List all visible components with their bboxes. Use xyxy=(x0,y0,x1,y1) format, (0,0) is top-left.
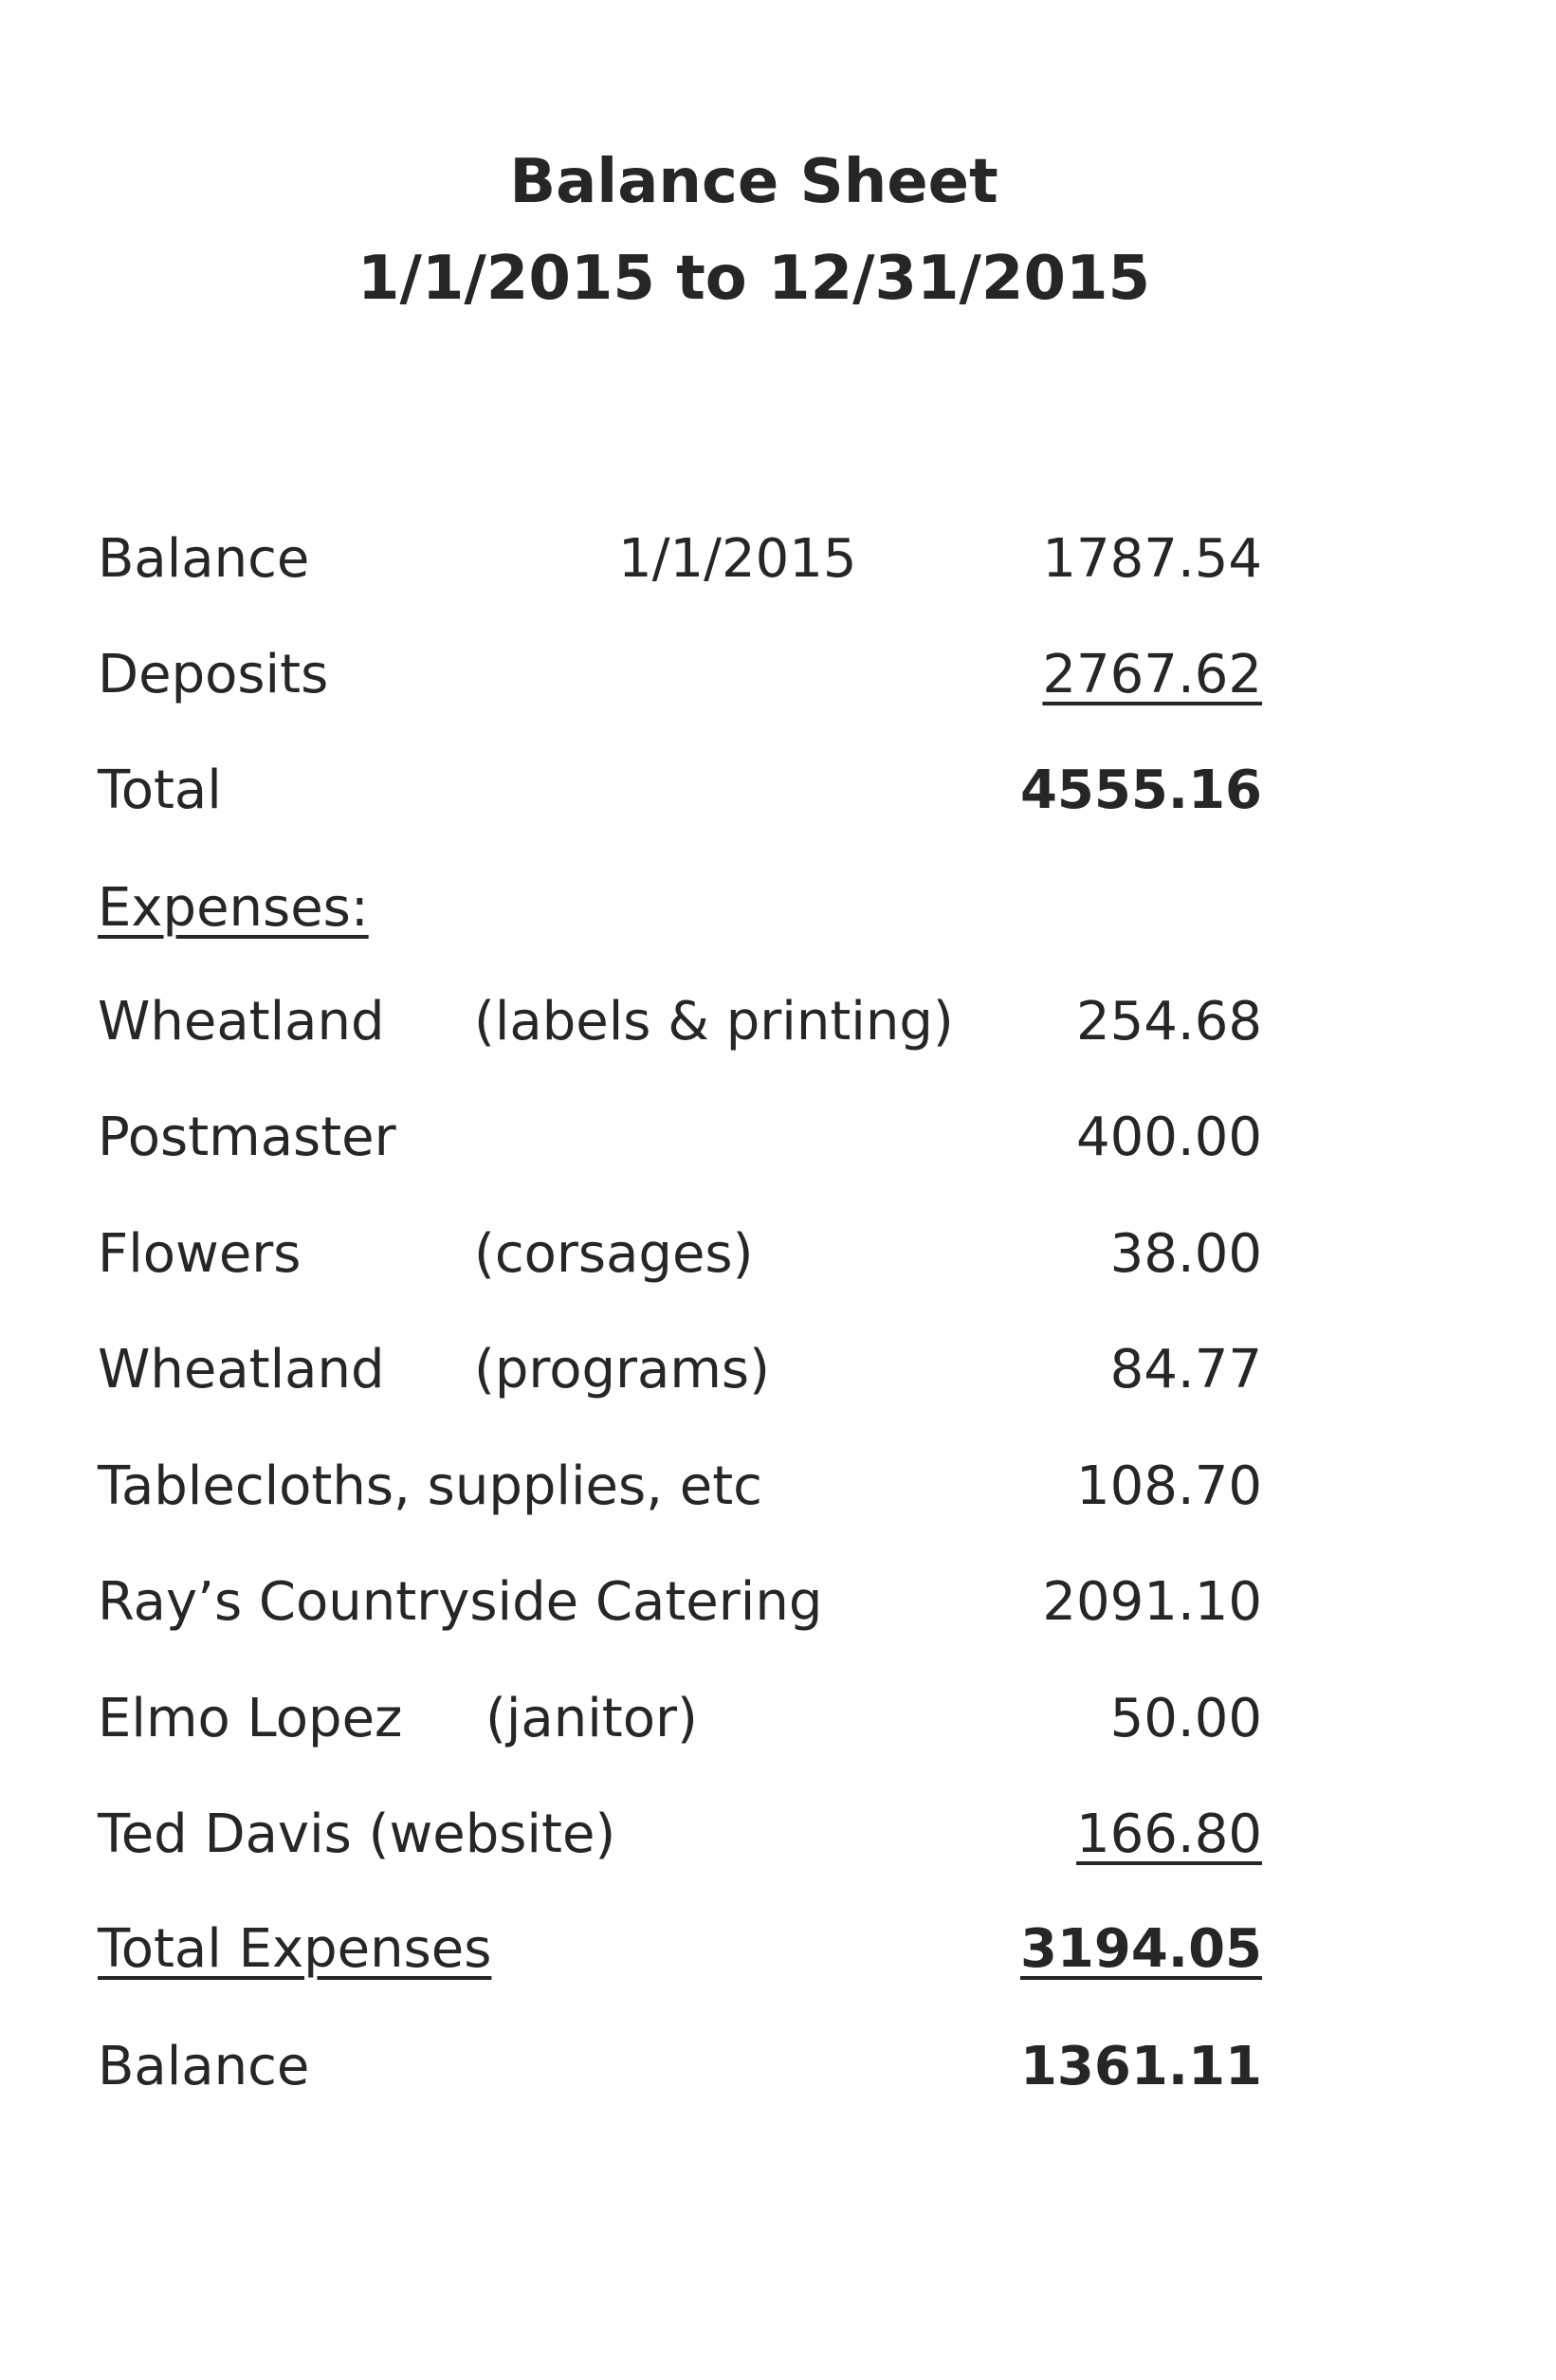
row-label: Total Expenses xyxy=(98,1918,492,1980)
row-expense xyxy=(0,1571,1556,1652)
expenses-heading xyxy=(0,877,1556,958)
row-label: Postmaster xyxy=(98,1107,396,1168)
row-expense xyxy=(0,1455,1556,1536)
row-amount: 50.00 xyxy=(1109,1688,1262,1749)
row-total-expenses xyxy=(0,1918,1556,1999)
row-expense xyxy=(0,1688,1556,1768)
row-amount: 2767.62 xyxy=(1042,644,1262,705)
row-amount: 166.80 xyxy=(1076,1803,1262,1865)
row-label: Deposits xyxy=(98,644,329,705)
row-label: Balance xyxy=(98,2036,310,2097)
row-expense xyxy=(0,1107,1556,1187)
row-opening-balance xyxy=(0,528,1556,609)
row-label: Flowers xyxy=(98,1223,302,1285)
row-label: Elmo Lopez xyxy=(98,1688,403,1749)
row-expense xyxy=(0,1803,1556,1884)
row-expense xyxy=(0,1339,1556,1419)
row-date: 1/1/2015 xyxy=(618,528,857,590)
row-expense xyxy=(0,991,1556,1071)
row-amount: 1787.54 xyxy=(1042,528,1262,590)
row-label: Ted Davis (website) xyxy=(98,1803,616,1865)
page-title: Balance Sheet xyxy=(509,147,998,217)
row-amount: 3194.05 xyxy=(1019,1918,1262,1980)
row-label: Balance xyxy=(98,528,310,590)
section-heading: Expenses: xyxy=(98,877,369,939)
row-amount: 108.70 xyxy=(1076,1455,1262,1517)
row-label: Wheatland xyxy=(98,1339,385,1401)
row-amount: 4555.16 xyxy=(1019,760,1262,821)
row-amount: 400.00 xyxy=(1076,1107,1262,1168)
row-deposits xyxy=(0,644,1556,724)
row-label: Tablecloths, supplies, etc xyxy=(98,1455,762,1517)
row-amount: 1361.11 xyxy=(1019,2036,1262,2097)
row-amount: 38.00 xyxy=(1109,1223,1262,1285)
row-amount: 2091.10 xyxy=(1042,1571,1262,1633)
row-label: Wheatland xyxy=(98,991,385,1053)
row-amount: 254.68 xyxy=(1076,991,1262,1053)
row-amount: 84.77 xyxy=(1109,1339,1262,1401)
row-expense xyxy=(0,1223,1556,1304)
row-label: Ray’s Countryside Catering xyxy=(98,1571,823,1633)
row-note: (labels & printing) xyxy=(474,991,954,1053)
row-closing-balance xyxy=(0,2036,1556,2116)
date-range-subtitle: 1/1/2015 to 12/31/2015 xyxy=(357,244,1151,314)
row-total xyxy=(0,760,1556,840)
row-note: (janitor) xyxy=(485,1688,698,1749)
row-note: (corsages) xyxy=(474,1223,754,1285)
row-label: Total xyxy=(98,760,222,821)
row-note: (programs) xyxy=(474,1339,770,1401)
